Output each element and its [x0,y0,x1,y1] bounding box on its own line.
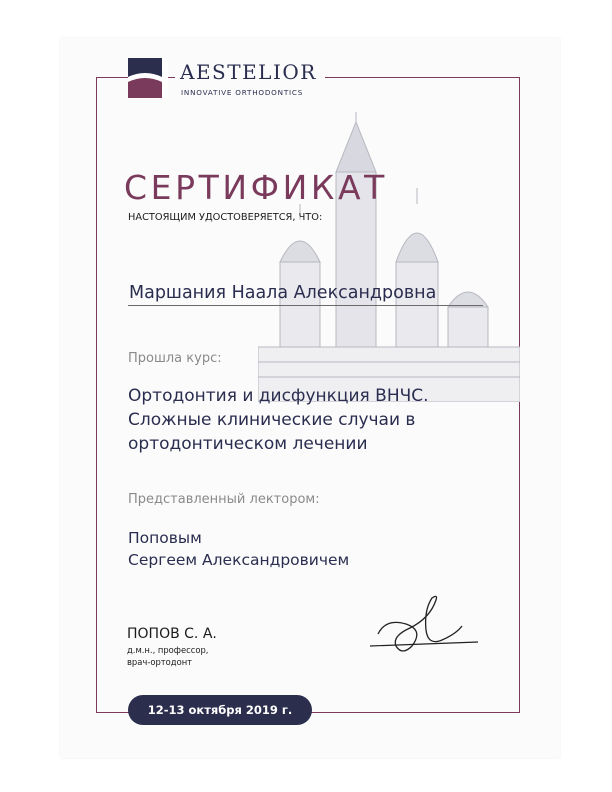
brand-logo [128,58,168,98]
recipient-name: Маршания Наала Александровна [129,283,437,303]
signature [366,590,486,660]
signer-title-line: д.м.н., профессор, [127,645,209,655]
brand-tagline: INNOVATIVE ORTHODONTICS [181,88,304,97]
certificate-title: СЕРТИФИКАТ [124,168,388,207]
lecturer-line: Сергеем Александровичем [128,551,350,569]
signer-title [127,645,208,668]
signer-title-line: врач-ортодонт [127,656,193,667]
course-line: Сложные клинические случаи в [128,410,416,430]
brand-name: AESTELIOR [180,60,317,84]
course-line: ортодонтическом лечении [128,434,368,454]
course-label: Прошла курс: [128,351,222,366]
signer-name: ПОПОВ С. А. [127,626,217,642]
lecturer-label: Представленный лектором: [128,492,320,507]
course-line: Ортодонтия и дисфункция ВНЧС. [128,386,429,406]
name-underline [128,305,483,306]
certificate-subtitle: НАСТОЯЩИМ УДОСТОВЕРЯЕТСЯ, ЧТО: [128,212,323,223]
lecturer-line: Поповым [128,529,202,547]
lecturer-name [128,527,349,571]
date-badge: 12-13 октября 2019 г. [128,695,312,725]
cathedral-watermark [258,112,520,402]
course-title [128,384,429,456]
